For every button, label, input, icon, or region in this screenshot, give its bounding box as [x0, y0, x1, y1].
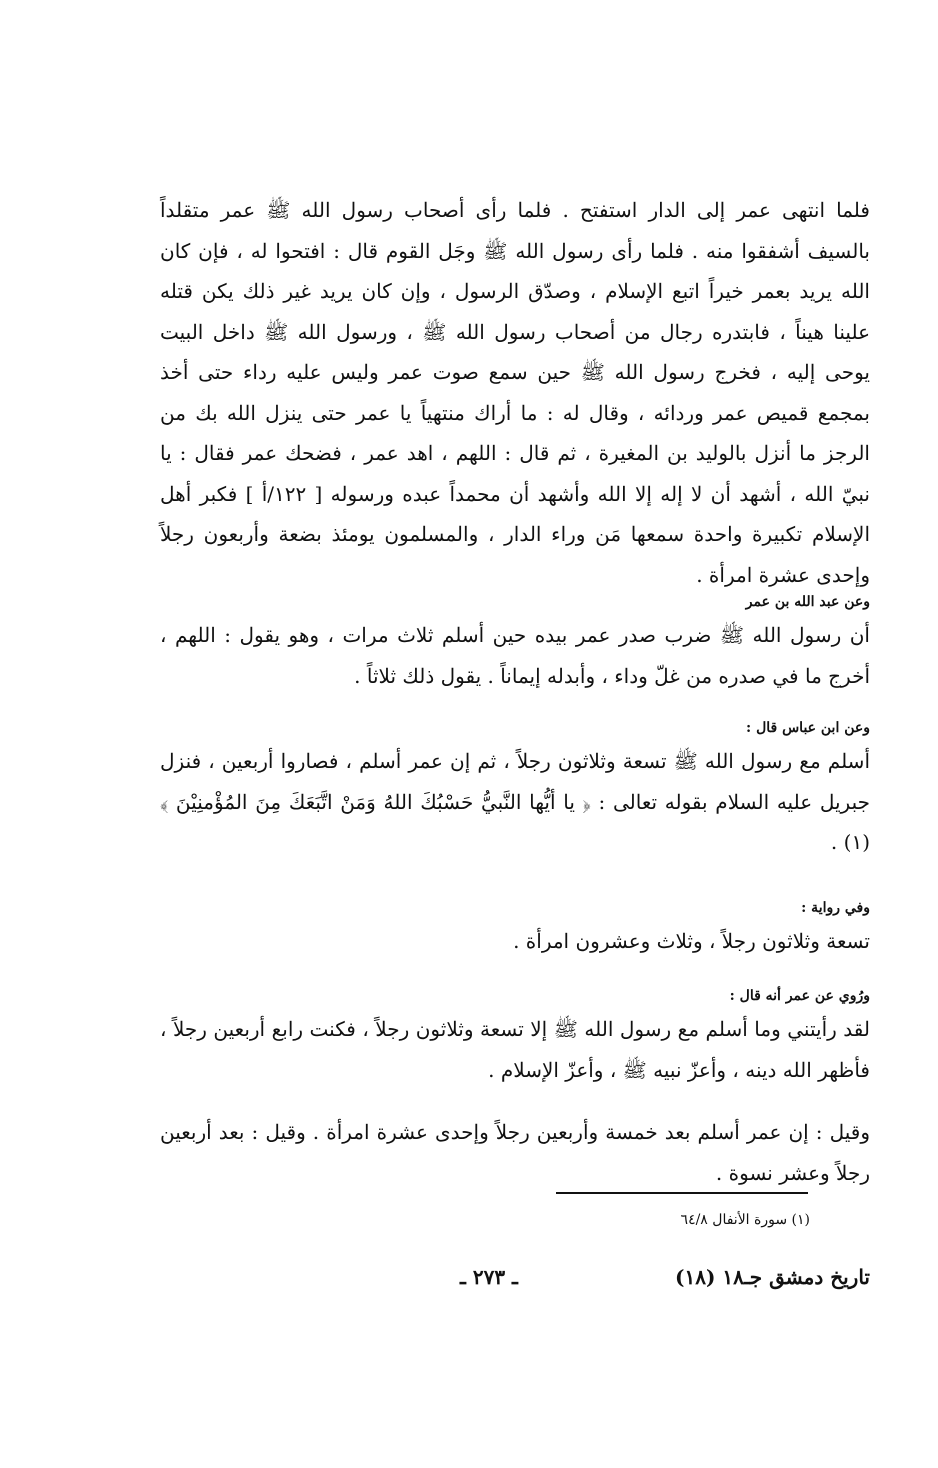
page-footer	[160, 1265, 870, 1297]
section-heading-ibn-umar: وعن عبد الله بن عمر	[745, 594, 870, 610]
paragraph-3: أسلم مع رسول الله ﷺ تسعة وثلاثون رجلاً ، ثم إن عمر أسلم ، فصاروا أربعين ، فنزل جبريل عليه السلام بقوله تعالى : ﴿ يا أيُّها النَّبيُّ حَسْبُكَ اللهُ وَمَنْ اتَّبَعَكَ مِنَ المُؤْمنِيْنَ ﴾(١) .	[160, 749, 871, 854]
section-heading-riwaya: وفي رواية :	[801, 900, 870, 916]
footnote-divider	[556, 1192, 808, 1194]
running-title: تاريخ دمشق جـ١٨ (١٨)	[675, 1265, 870, 1289]
section-ibn-abbas	[160, 717, 870, 863]
section-heading-umar: ورُوي عن عمر أنه قال :	[729, 988, 870, 1004]
section-heading-ibn-abbas: وعن ابن عباس قال :	[746, 720, 870, 736]
paragraph-2: أن رسول الله ﷺ ضرب صدر عمر بيده حين أسلم ثلاث مرات ، وهو يقول : اللهم ، أخرج ما في صدره من غلّ وداء ، وأبدله إيماناً . يقول ذلك ثلاثاً .	[160, 623, 870, 688]
paragraph-5: لقد رأيتني وما أسلم مع رسول الله ﷺ إلا تسعة وثلاثون رجلاً ، فكنت رابع أربعين رجلاً ، فأظهر الله دينه ، وأعزّ نبيه ﷺ ، وأعزّ الإسلام .	[160, 1017, 870, 1082]
paragraph-1: فلما انتهى عمر إلى الدار استفتح . فلما رأى أصحاب رسول الله ﷺ عمر متقلداً بالسيف أشفقوا منه . فلما رأى رسول الله ﷺ وجَل القوم قال : افتحوا له ، فإن كان الله يريد بعمر خيراً اتبع الإسلام ، وصدّق الرسول ، وإن كان يريد غير ذلك يكن قتله علينا هيناً ، فابتدره رجال من أصحاب رسول الله ﷺ ، ورسول الله ﷺ داخل البيت يوحى إليه ، فخرج رسول الله ﷺ حين سمع صوت عمر وليس عليه رداء حتى أخذ بمجمع قميص عمر وردائه ، وقال له : ما أراك منتهياً يا عمر حتى ينزل الله بك من الرجز ما أنزل بالوليد بن المغيرة ، ثم قال : اللهم ، اهد عمر ، فضحك عمر فقال : يا نبيّ الله ، أشهد أن لا إله إلا الله وأشهد أن محمداً عبده ورسوله [ ١٢٢/أ ] فكبر أهل الإسلام تكبيرة واحدة سمعها مَن وراء الدار ، والمسلمون يومئذ بضعة وأربعون رجلاً وإحدى عشرة امرأة .	[160, 198, 870, 587]
footnote: (١) سورة الأنفال ٦٤/٨	[680, 1212, 810, 1228]
section-ibn-umar	[160, 591, 870, 696]
section-riwaya	[160, 897, 870, 962]
page-number: ـ ٢٧٣ ـ	[460, 1265, 518, 1289]
paragraph-4: تسعة وثلاثون رجلاً ، وثلاث وعشرون امرأة .	[513, 929, 870, 953]
paragraph-6: وقيل : إن عمر أسلم بعد خمسة وأربعين رجلاً وإحدى عشرة امرأة . وقيل : بعد أربعين رجلاً وعشر نسوة .	[160, 1120, 870, 1185]
paragraph-6-block	[160, 1112, 870, 1193]
paragraph-1-block	[160, 190, 870, 595]
section-umar-quote	[160, 985, 870, 1090]
